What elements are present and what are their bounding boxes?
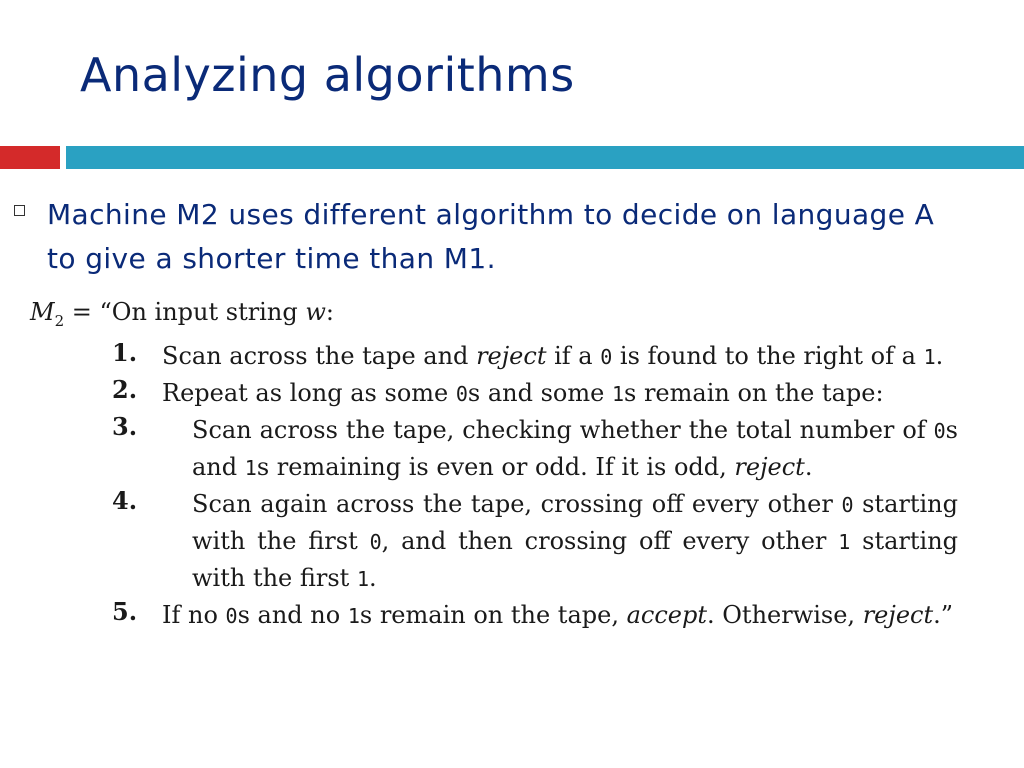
- accent-bar-red: [0, 146, 60, 169]
- slide-title: Analyzing algorithms: [80, 48, 575, 102]
- emphasis-text: reject: [734, 453, 805, 481]
- step-number: 2.: [112, 375, 138, 404]
- step-fragment: starting with the first: [192, 490, 958, 555]
- step-fragment: s and some: [467, 379, 612, 407]
- step-fragment: .”: [933, 601, 954, 629]
- square-bullet-icon: [14, 205, 25, 216]
- step-fragment: , and then crossing off every other: [381, 527, 839, 555]
- tape-symbol: 1: [347, 604, 360, 628]
- step-fragment: Scan across the tape and: [162, 342, 477, 370]
- tape-symbol: 0: [225, 604, 238, 628]
- step-fragment: s remaining is even or odd. If it is odd,: [256, 453, 735, 481]
- tape-symbol: 1: [244, 456, 257, 480]
- step-text: [162, 338, 958, 375]
- step-fragment: Scan again across the tape, crossing off every other: [192, 490, 842, 518]
- step-fragment: if a: [546, 342, 601, 370]
- machine-subscript: 2: [54, 311, 65, 330]
- step-fragment: .: [935, 342, 944, 370]
- step-fragment: .: [804, 453, 813, 481]
- tape-symbol: 0: [369, 530, 382, 554]
- tape-symbol: 1: [356, 567, 369, 591]
- tape-symbol: 0: [933, 419, 946, 443]
- step-fragment: s and: [192, 416, 958, 481]
- accent-bar-blue: [66, 146, 1024, 169]
- step-text: [162, 597, 958, 634]
- step-fragment: is found to the right of a: [612, 342, 924, 370]
- emphasis-text: reject: [862, 601, 934, 629]
- step-text: [192, 486, 958, 597]
- step-number: 5.: [112, 597, 138, 626]
- machine-name: M: [30, 298, 55, 326]
- step-fragment: starting with the first: [192, 527, 959, 592]
- tape-symbol: 0: [841, 493, 854, 517]
- tape-symbol: 0: [600, 345, 613, 369]
- step-fragment: .: [369, 564, 377, 592]
- emphasis-text: reject: [476, 342, 547, 370]
- bullet-text: Machine M2 uses different algorithm to decide on language A to give a shorter time than M1.: [47, 198, 935, 275]
- header-colon: :: [325, 298, 334, 326]
- step-fragment: Repeat as long as some: [162, 379, 456, 407]
- emphasis-text: accept: [626, 601, 707, 629]
- step-fragment: If no: [162, 601, 226, 629]
- step-fragment: . Otherwise,: [706, 601, 863, 629]
- step-fragment: Scan across the tape, checking whether the total number of: [192, 416, 934, 444]
- step-fragment: s remain on the tape:: [624, 379, 884, 407]
- header-text: = “On input string: [64, 298, 306, 326]
- input-variable: w: [305, 298, 326, 326]
- step-fragment: s and no: [237, 601, 348, 629]
- step-number: 4.: [112, 486, 138, 515]
- step-text: [192, 412, 958, 486]
- tape-symbol: 1: [923, 345, 936, 369]
- step-number: 3.: [112, 412, 138, 441]
- tape-symbol: 0: [455, 382, 468, 406]
- tape-symbol: 1: [838, 530, 851, 554]
- step-fragment: s remain on the tape,: [359, 601, 627, 629]
- step-text: [162, 375, 958, 412]
- tape-symbol: 1: [611, 382, 625, 406]
- algorithm-header: [30, 298, 334, 330]
- step-number: 1.: [112, 338, 138, 367]
